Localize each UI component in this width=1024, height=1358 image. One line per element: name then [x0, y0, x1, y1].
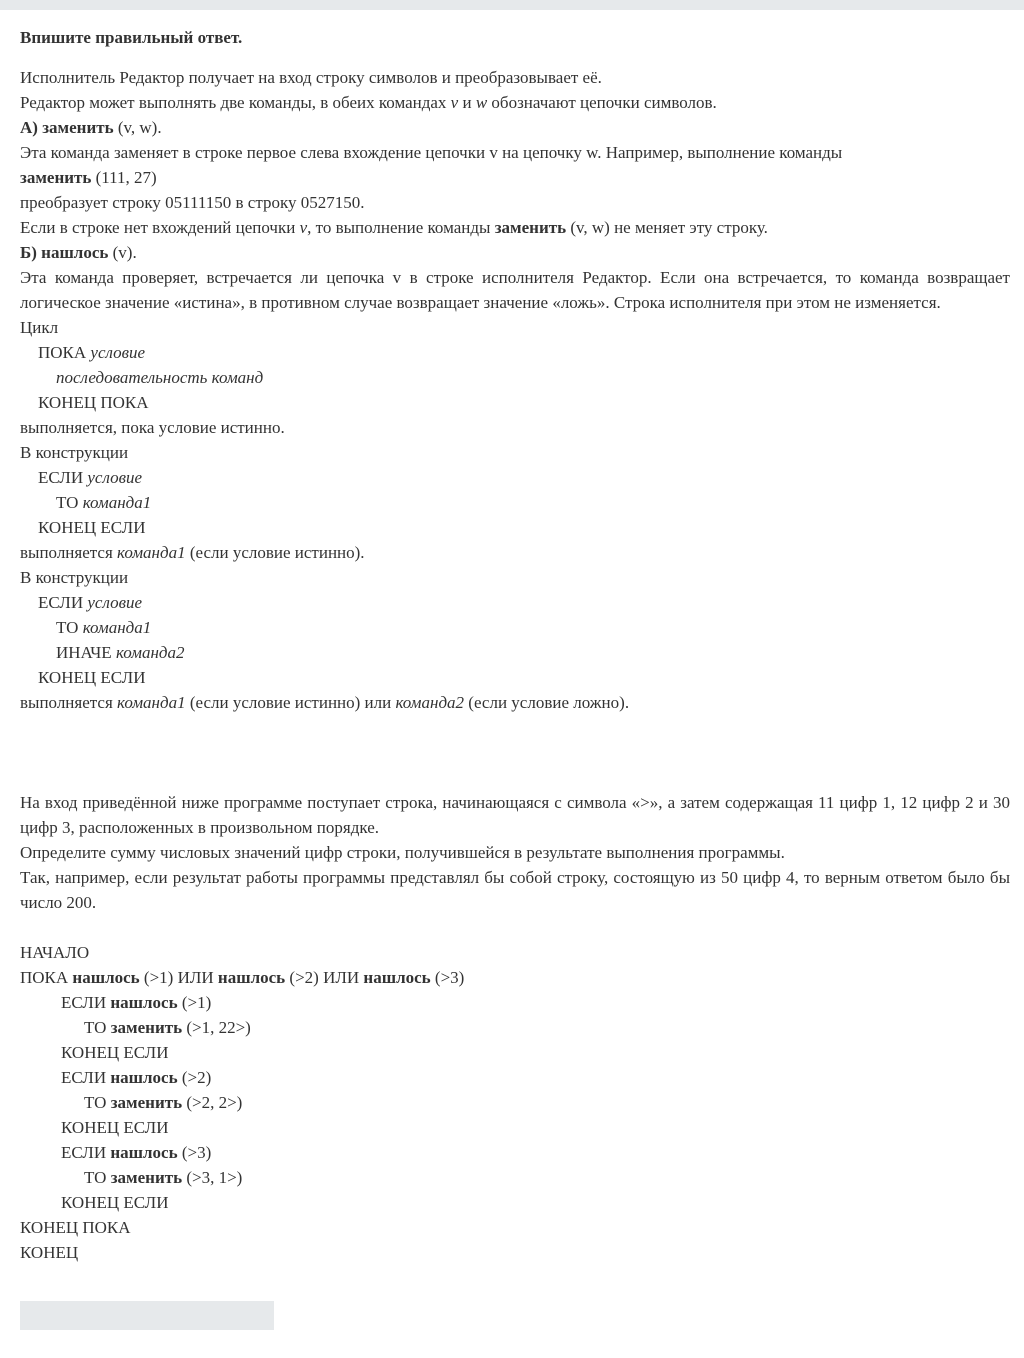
loop-while: ПОКА условие	[38, 343, 146, 362]
question-content	[20, 25, 1010, 1265]
program-then3: ТО заменить (>3, 1>)	[84, 1168, 243, 1187]
cmd-a-example-result: преобразует строку 05111150 в строку 0527150.	[20, 193, 365, 212]
cmd-b-description: Эта команда проверяет, встречается ли цепочка v в строке исполнителя Редактор. Если она встречается, то команда возвращает логическое значение «истина», в противном случае возвращает значение «ложь». Строка исполнителя при этом не изменяется.	[20, 268, 1010, 312]
if1-end: КОНЕЦ ЕСЛИ	[38, 518, 146, 537]
program-endif1: КОНЕЦ ЕСЛИ	[61, 1043, 169, 1062]
cmd-a-description: Эта команда заменяет в строке первое слева вхождение цепочки v на цепочку w. Например, выполнение команды	[20, 143, 843, 162]
program-endif2: КОНЕЦ ЕСЛИ	[61, 1118, 169, 1137]
loop-note: выполняется, пока условие истинно.	[20, 418, 285, 437]
program-begin: НАЧАЛО	[20, 943, 90, 962]
loop-end: КОНЕЦ ПОКА	[38, 393, 149, 412]
answer-input[interactable]	[20, 1301, 274, 1330]
program-if2: ЕСЛИ нашлось (>2)	[61, 1068, 212, 1087]
if2-else: ИНАЧЕ команда2	[56, 643, 185, 662]
program-end-while: КОНЕЦ ПОКА	[20, 1218, 131, 1237]
if2-then: ТО команда1	[56, 618, 152, 637]
if2-title: В конструкции	[20, 568, 129, 587]
task-line-2: Определите сумму числовых значений цифр строки, получившейся в результате выполнения программы.	[20, 843, 785, 862]
top-bar	[0, 0, 1024, 10]
if2-end: КОНЕЦ ЕСЛИ	[38, 668, 146, 687]
intro-line-2: Редактор может выполнять две команды, в обеих командах v и w обозначают цепочки символов.	[20, 93, 717, 112]
program-while: ПОКА нашлось (>1) ИЛИ нашлось (>2) ИЛИ нашлось (>3)	[20, 968, 465, 987]
if1-title: В конструкции	[20, 443, 129, 462]
intro-line-1: Исполнитель Редактор получает на вход строку символов и преобразовывает её.	[20, 68, 602, 87]
program-then2: ТО заменить (>2, 2>)	[84, 1093, 243, 1112]
task-line-1: На вход приведённой ниже программе поступает строка, начинающаяся с символа «>», а затем содержащая 11 цифр 1, 12 цифр 2 и 30 цифр 3, расположенных в произвольном порядке.	[20, 793, 1010, 837]
program-if1: ЕСЛИ нашлось (>1)	[61, 993, 212, 1012]
program-if3: ЕСЛИ нашлось (>3)	[61, 1143, 212, 1162]
if2-note: выполняется команда1 (если условие истинно) или команда2 (если условие ложно).	[20, 693, 630, 712]
cmd-a-heading: А) заменить (v, w).	[20, 118, 162, 137]
loop-body: последовательность команд	[56, 368, 264, 387]
program-endif3: КОНЕЦ ЕСЛИ	[61, 1193, 169, 1212]
program-listing	[20, 940, 1010, 1265]
if1-if: ЕСЛИ условие	[38, 468, 142, 487]
cmd-b-heading: Б) нашлось (v).	[20, 243, 137, 262]
program-end: КОНЕЦ	[20, 1243, 79, 1262]
if1-then: ТО команда1	[56, 493, 152, 512]
cmd-a-note: Если в строке нет вхождений цепочки v, то выполнение команды заменить (v, w) не меняет эту строку.	[20, 218, 768, 237]
instruction: Впишите правильный ответ.	[20, 28, 243, 47]
cmd-a-example: заменить (111, 27)	[20, 168, 157, 187]
loop-title: Цикл	[20, 318, 59, 337]
if1-note: выполняется команда1 (если условие истинно).	[20, 543, 365, 562]
task-line-3: Так, например, если результат работы программы представлял бы собой строку, состоящую из 50 цифр 4, то верным ответом было бы число 200.	[20, 868, 1010, 912]
if2-if: ЕСЛИ условие	[38, 593, 142, 612]
program-then1: ТО заменить (>1, 22>)	[84, 1018, 251, 1037]
